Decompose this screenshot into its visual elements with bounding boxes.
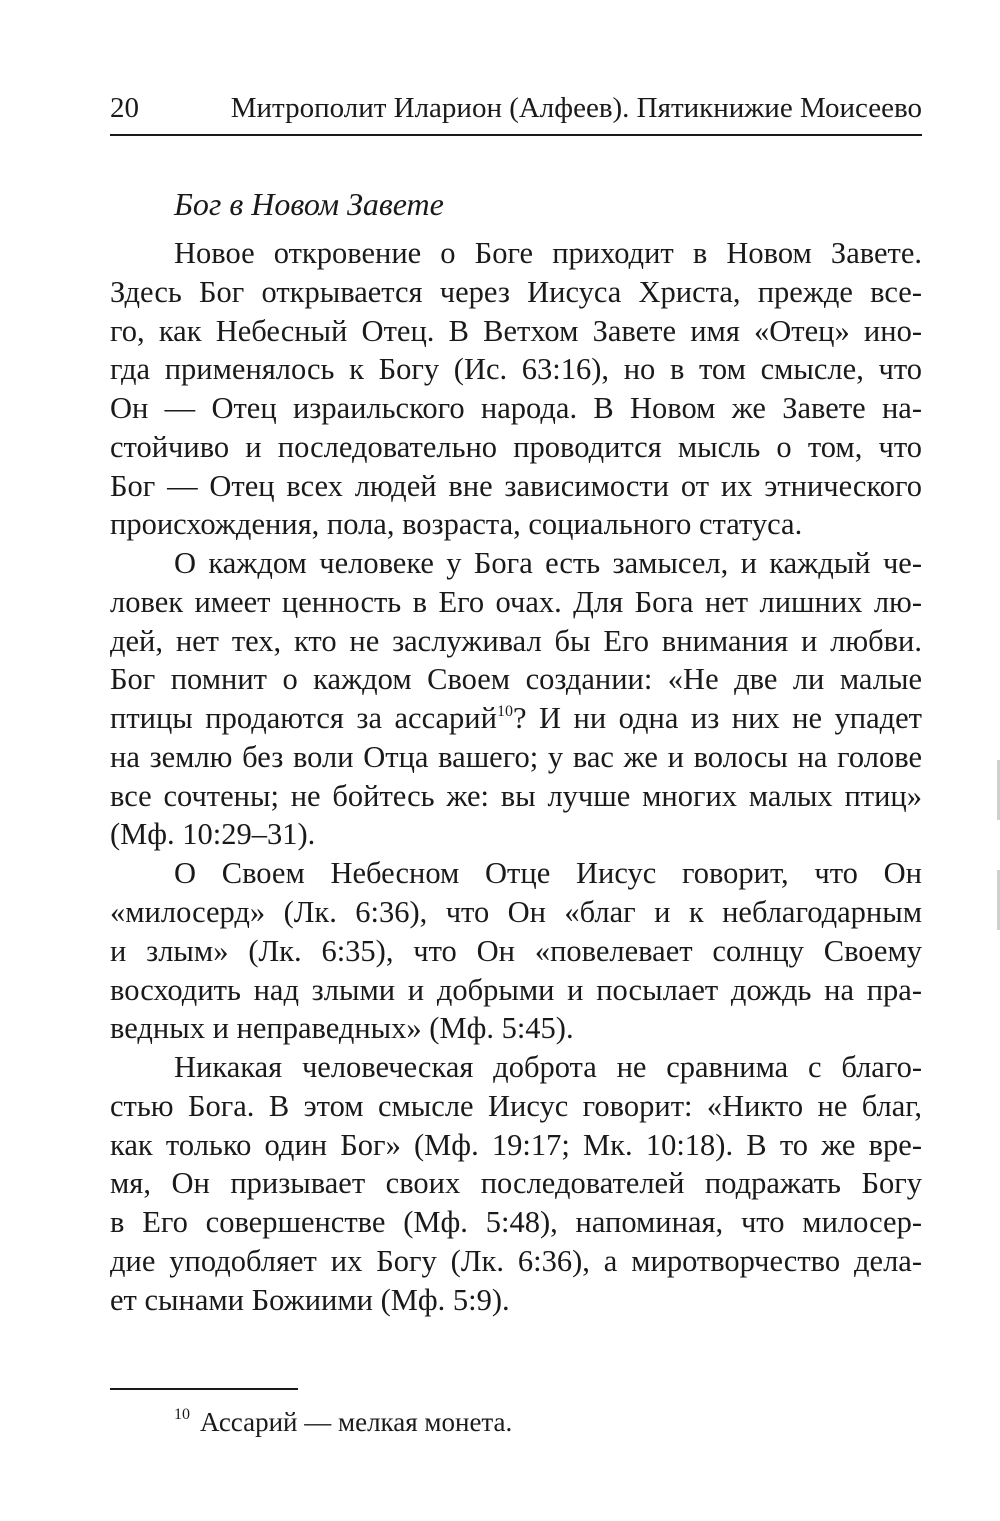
- text-line: все сочтены; не бойтесь же: вы лучше многих малых птиц»: [110, 778, 922, 813]
- text-line: восходить над злыми и добрыми и посылает дождь на пра-: [110, 972, 922, 1007]
- text-line: «милосерд» (Лк. 6:36), что Он «благ и к неблагодарным: [110, 895, 922, 930]
- body-text: [110, 234, 922, 1319]
- text-line: ведных и неправедных» (Мф. 5:45).: [110, 1011, 574, 1046]
- text-line: Бог помнит о каждом Своем создании: «Не две ли малые: [110, 662, 922, 697]
- footnote: [174, 1402, 512, 1442]
- text-fragment: птицы продаются за ассарий: [110, 701, 497, 736]
- footnote-reference[interactable]: 10: [496, 703, 513, 721]
- text-line: на землю без воли Отца вашего; у вас же и волосы на голове: [110, 739, 922, 774]
- text-line: происхождения, пола, возраста, социального статуса.: [110, 507, 803, 542]
- text-line: мя, Он призывает своих последователей подражать Богу: [110, 1166, 922, 1201]
- text-line: Бог — Отец всех людей вне зависимости от их этнического: [110, 468, 922, 503]
- page-number: 20: [110, 92, 139, 124]
- text-line: дей, нет тех, кто не заслуживал бы Его внимания и любви.: [110, 623, 922, 658]
- text-line: ет сынами Божиими (Мф. 5:9).: [110, 1282, 510, 1317]
- text-line: О каждом человеке у Бога есть замысел, и каждый че-: [174, 546, 922, 581]
- page-header: [110, 88, 922, 136]
- footnote-separator: [110, 1388, 298, 1390]
- text-line: стойчиво и последовательно проводится мысль о том, что: [110, 429, 922, 464]
- footnote-text: Ассарий — мелкая монета.: [200, 1407, 513, 1437]
- footnote-number: 10: [174, 1406, 190, 1423]
- text-line-with-footnote: [110, 699, 922, 738]
- text-line: дие уподобляет их Богу (Лк. 6:36), а миротворчество дела-: [110, 1243, 922, 1278]
- text-line: О Своем Небесном Отце Иисус говорит, что Он: [174, 856, 922, 891]
- text-line: Никакая человеческая доброта не сравнима с благо-: [174, 1050, 922, 1085]
- text-line: Он — Отец израильского народа. В Новом же Завете на-: [110, 391, 922, 426]
- text-line: (Мф. 10:29–31).: [110, 817, 316, 852]
- text-line: и злым» (Лк. 6:35), что Он «повелевает солнцу Своему: [110, 933, 922, 968]
- section-heading: Бог в Новом Завете: [174, 186, 444, 222]
- text-line: Новое откровение о Боге приходит в Новом Завете.: [174, 236, 922, 270]
- text-line: в Его совершенстве (Мф. 5:48), напоминая, что милосер-: [110, 1205, 922, 1240]
- text-line: как только один Бог» (Мф. 19:17; Мк. 10:18). В то же вре-: [110, 1127, 922, 1162]
- text-fragment: ? И ни одна из них не упадет: [512, 701, 922, 736]
- running-title: Митрополит Иларион (Алфеев). Пятикнижие Моисеево: [230, 92, 922, 124]
- text-line: го, как Небесный Отец. В Ветхом Завете имя «Отец» ино-: [110, 313, 922, 348]
- text-line: гда применялось к Богу (Ис. 63:16), но в том смысле, что: [110, 352, 922, 387]
- text-line: ловек имеет ценность в Его очах. Для Бога нет лишних лю-: [110, 584, 922, 619]
- text-line: Здесь Бог открывается через Иисуса Христа, прежде все-: [110, 274, 922, 309]
- text-line: стью Бога. В этом смысле Иисус говорит: «Никто не благ,: [110, 1088, 922, 1123]
